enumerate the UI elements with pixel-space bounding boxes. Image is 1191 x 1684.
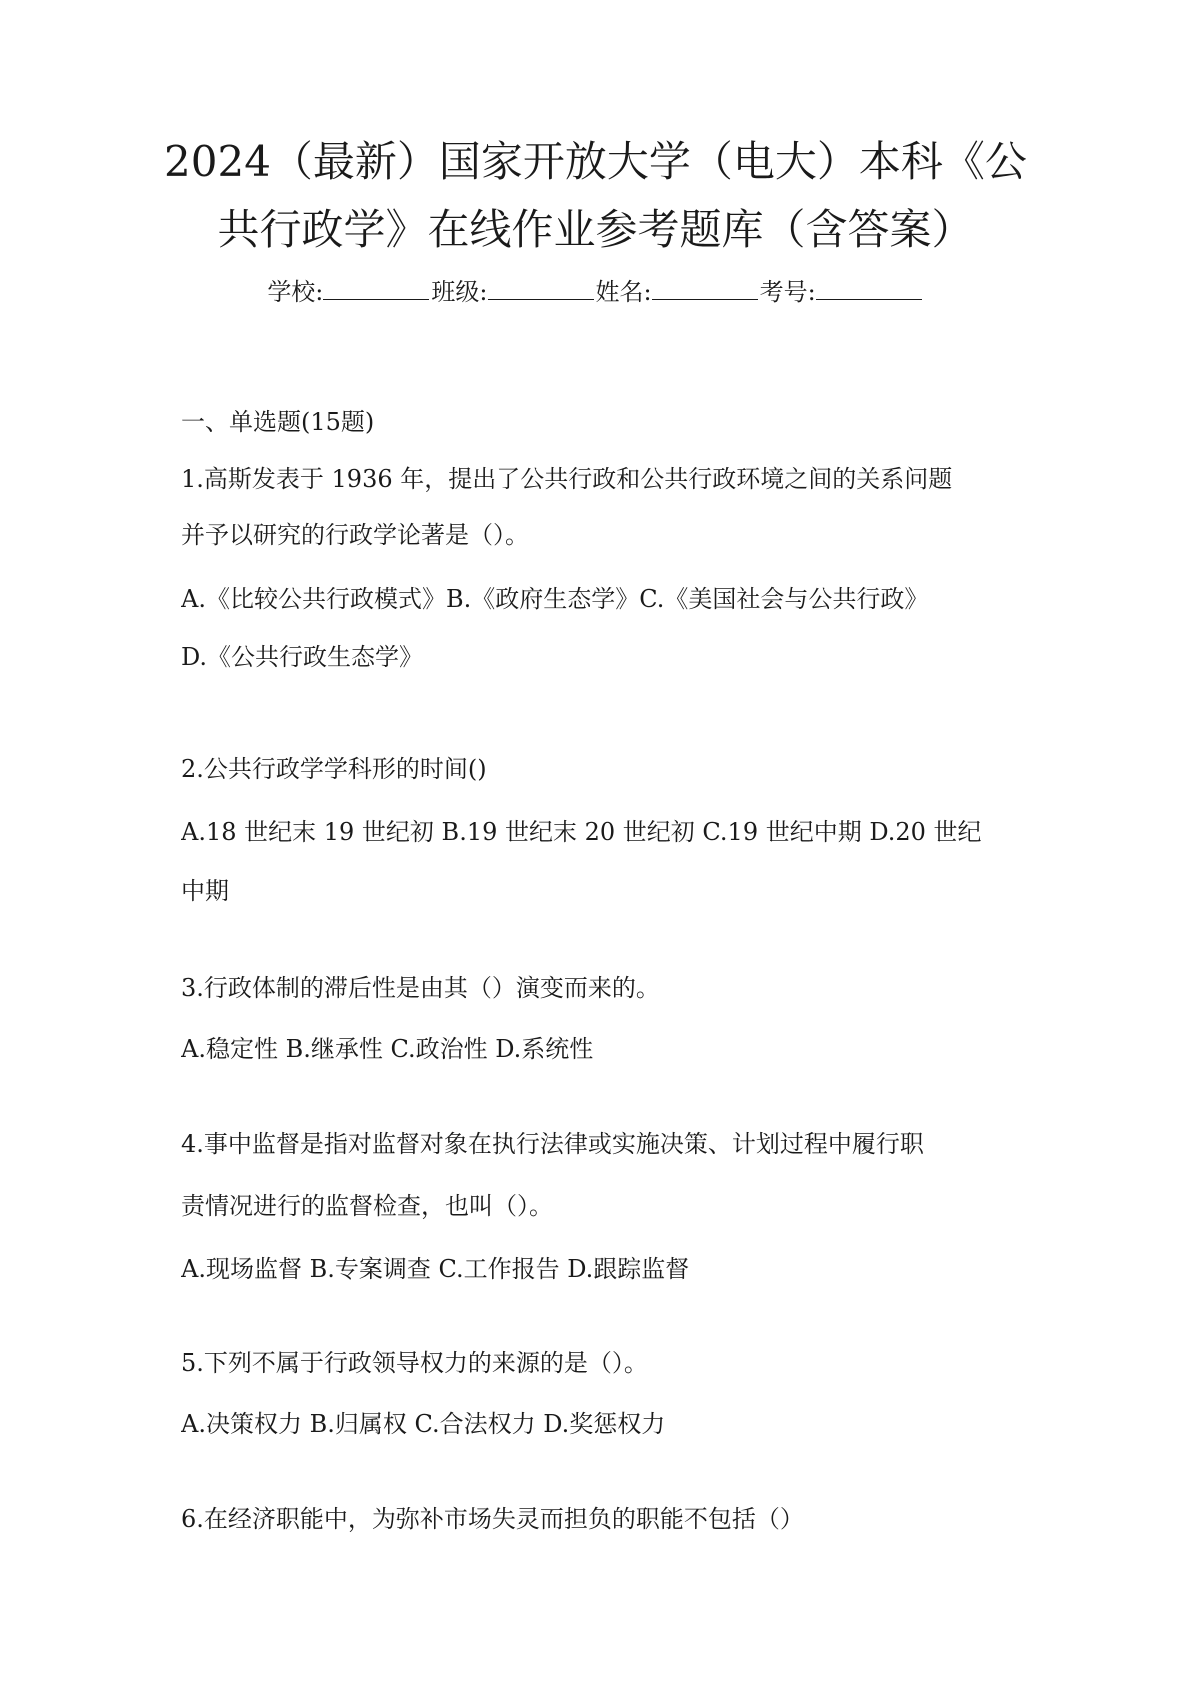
- question-1-options-line-2: D.《公共行政生态学》: [181, 643, 424, 671]
- school-label: 学校:: [267, 278, 324, 306]
- school-blank: [323, 277, 429, 300]
- name-label: 姓名:: [595, 278, 652, 306]
- title-line-2: 共行政学》在线作业参考题库（含答案）: [217, 205, 974, 254]
- question-1-stem-line-1: 1.高斯发表于 1936 年，提出了公共行政和公共行政环境之间的关系问题: [181, 465, 953, 493]
- title-line-1: 2024（最新）国家开放大学（电大）本科《公: [164, 137, 1027, 186]
- question-4-stem-line-1: 4.事中监督是指对监督对象在执行法律或实施决策、计划过程中履行职: [181, 1130, 924, 1158]
- question-3-options-line-1: A.稳定性 B.继承性 C.政治性 D.系统性: [181, 1035, 594, 1063]
- student-info-line: [0, 275, 1191, 309]
- question-5-stem-line-1: 5.下列不属于行政领导权力的来源的是（）。: [181, 1349, 648, 1377]
- question-6-stem-line-1: 6.在经济职能中，为弥补市场失灵而担负的职能不包括（）: [181, 1505, 804, 1533]
- question-1-stem-line-2: 并予以研究的行政学论著是（）。: [181, 521, 529, 549]
- question-4-options-line-1: A.现场监督 B.专案调查 C.工作报告 D.跟踪监督: [181, 1255, 690, 1283]
- section-heading: 一、单选题(15题): [181, 408, 375, 436]
- class-label: 班级:: [431, 278, 488, 306]
- question-3-stem-line-1: 3.行政体制的滞后性是由其（）演变而来的。: [181, 974, 660, 1002]
- question-1-options-line-1: A.《比较公共行政模式》B.《政府生态学》C.《美国社会与公共行政》: [181, 585, 929, 613]
- exam-number-blank: [816, 277, 922, 300]
- question-2-options-line-1: A.18 世纪末 19 世纪初 B.19 世纪末 20 世纪初 C.19 世纪中期 D.20 世纪: [181, 818, 982, 846]
- question-2-stem-line-1: 2.公共行政学学科形的时间(): [181, 755, 487, 783]
- question-4-stem-line-2: 责情况进行的监督检查，也叫（）。: [181, 1192, 553, 1220]
- exam-number-label: 考号:: [759, 278, 816, 306]
- name-blank: [652, 277, 758, 300]
- document-title: [150, 128, 1041, 264]
- question-5-options-line-1: A.决策权力 B.归属权 C.合法权力 D.奖惩权力: [181, 1410, 666, 1438]
- class-blank: [488, 277, 594, 300]
- question-2-options-line-2: 中期: [181, 877, 229, 905]
